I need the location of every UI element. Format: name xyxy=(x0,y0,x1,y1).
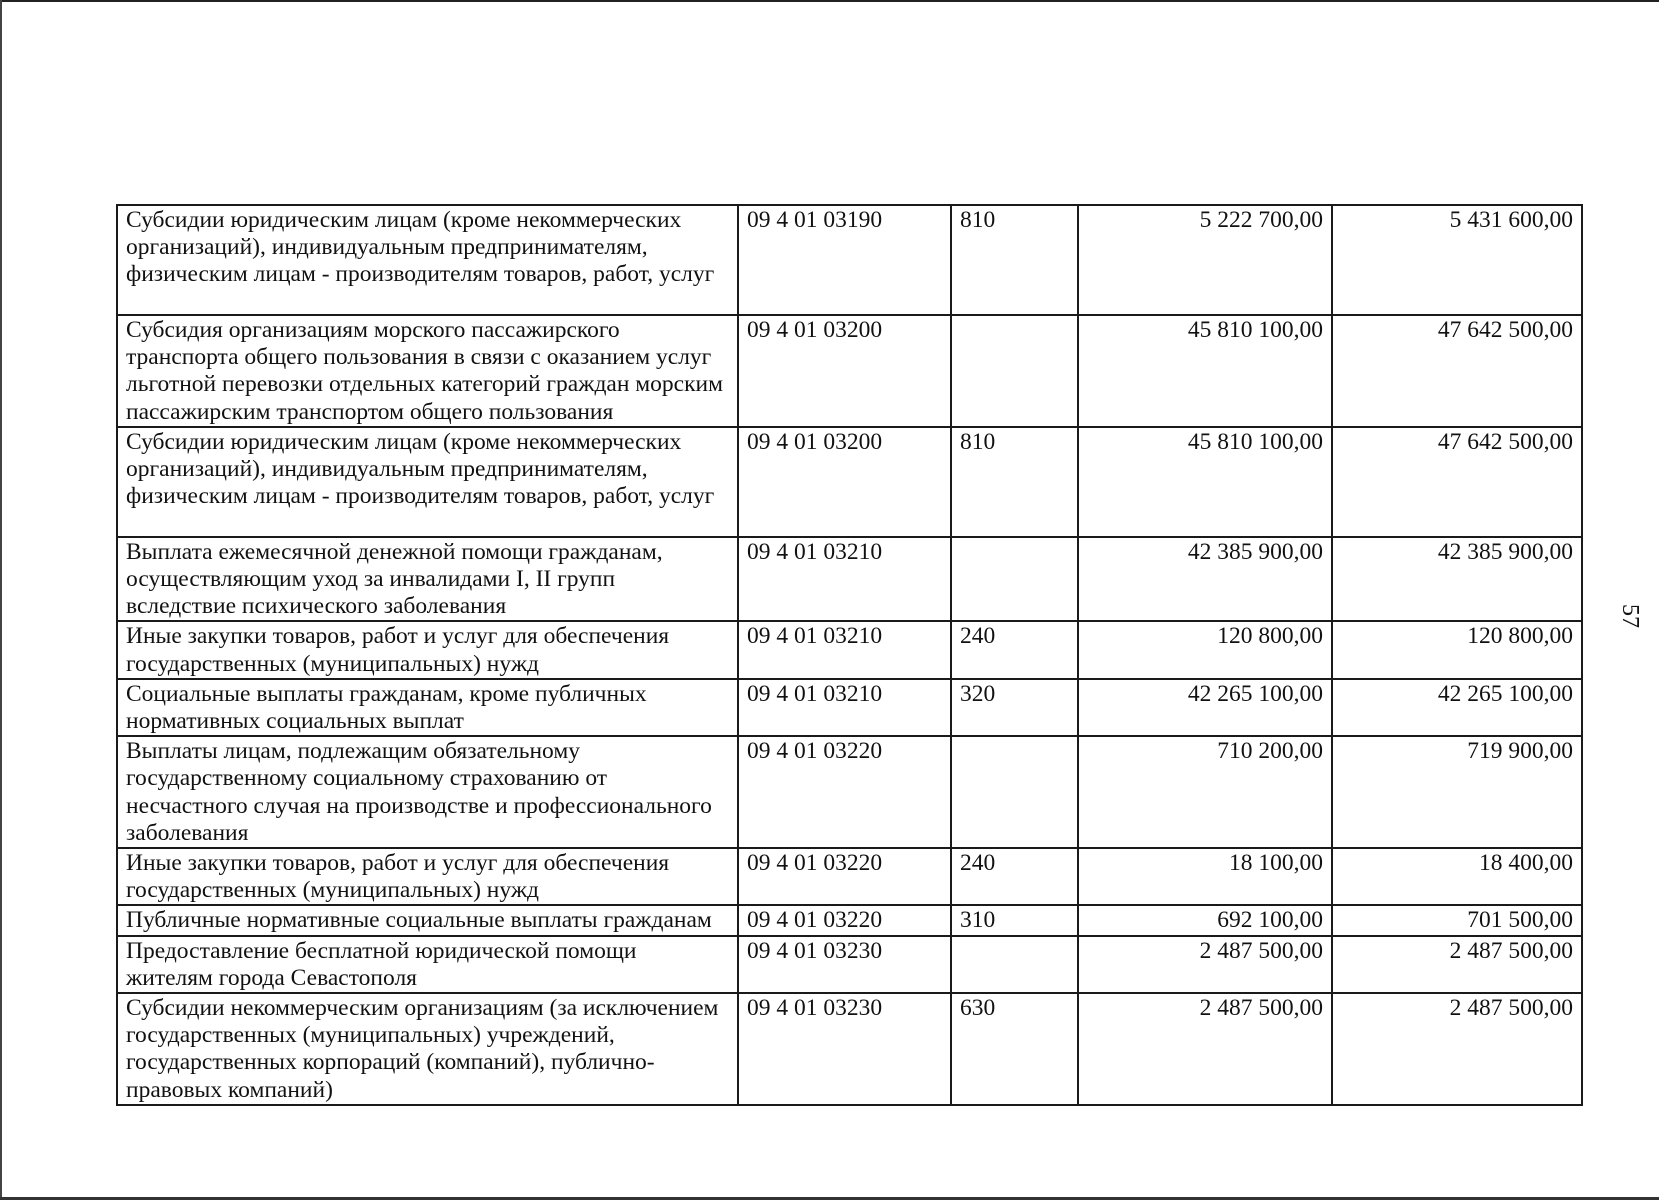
row-year1-amount: 692 100,00 xyxy=(1078,905,1332,935)
table-row xyxy=(117,205,1582,315)
row-csr-cell: 09 4 01 03210 xyxy=(738,679,951,736)
row-csr-cell: 09 4 01 03220 xyxy=(738,736,951,848)
page-number: 57 xyxy=(1617,604,1643,628)
row-year1-amount: 42 385 900,00 xyxy=(1078,537,1332,622)
row-vr-cell: 810 xyxy=(951,205,1078,315)
row-vr-cell: 240 xyxy=(951,621,1078,678)
row-year2-amount: 18 400,00 xyxy=(1332,848,1582,905)
row-year2-amount: 719 900,00 xyxy=(1332,736,1582,848)
table-row xyxy=(117,679,1582,736)
row-year2-amount: 5 431 600,00 xyxy=(1332,205,1582,315)
row-name-cell: Выплата ежемесячной денежной помощи гражданам, осуществляющим уход за инвалидами I, II групп вследствие психического заболевания xyxy=(117,537,738,622)
row-year2-amount: 42 265 100,00 xyxy=(1332,679,1582,736)
row-name-cell: Выплаты лицам, подлежащим обязательному государственному социальному страхованию от несчастного случая на производстве и профессионального заболевания xyxy=(117,736,738,848)
row-csr-cell: 09 4 01 03200 xyxy=(738,427,951,537)
scan-edge-left xyxy=(0,0,2,1200)
row-csr-cell: 09 4 01 03190 xyxy=(738,205,951,315)
scan-edge-top xyxy=(0,0,1659,2)
table-row xyxy=(117,736,1582,848)
row-name-cell: Субсидии некоммерческим организациям (за исключением государственных (муниципальных) учреждений, государственных корпораций (компаний), публично-правовых компаний) xyxy=(117,993,738,1105)
row-name-cell: Субсидии юридическим лицам (кроме некоммерческих организаций), индивидуальным предпринимателям, физическим лицам - производителям товаров, работ, услуг xyxy=(117,427,738,537)
row-year1-amount: 5 222 700,00 xyxy=(1078,205,1332,315)
row-year2-amount: 42 385 900,00 xyxy=(1332,537,1582,622)
row-name-cell: Субсидии юридическим лицам (кроме некоммерческих организаций), индивидуальным предпринимателям, физическим лицам - производителям товаров, работ, услуг xyxy=(117,205,738,315)
table-row xyxy=(117,427,1582,537)
row-vr-cell xyxy=(951,936,1078,993)
row-vr-cell xyxy=(951,736,1078,848)
budget-table xyxy=(116,204,1583,1106)
row-year1-amount: 710 200,00 xyxy=(1078,736,1332,848)
row-vr-cell: 810 xyxy=(951,427,1078,537)
row-csr-cell: 09 4 01 03230 xyxy=(738,993,951,1105)
row-year2-amount: 47 642 500,00 xyxy=(1332,315,1582,427)
row-year2-amount: 701 500,00 xyxy=(1332,905,1582,935)
row-csr-cell: 09 4 01 03210 xyxy=(738,621,951,678)
row-year1-amount: 42 265 100,00 xyxy=(1078,679,1332,736)
table-row xyxy=(117,315,1582,427)
row-csr-cell: 09 4 01 03230 xyxy=(738,936,951,993)
row-name-cell: Предоставление бесплатной юридической помощи жителям города Севастополя xyxy=(117,936,738,993)
row-name-cell: Публичные нормативные социальные выплаты гражданам xyxy=(117,905,738,935)
table-row xyxy=(117,936,1582,993)
row-name-cell: Иные закупки товаров, работ и услуг для обеспечения государственных (муниципальных) нужд xyxy=(117,621,738,678)
row-vr-cell: 630 xyxy=(951,993,1078,1105)
row-year1-amount: 45 810 100,00 xyxy=(1078,427,1332,537)
row-vr-cell: 310 xyxy=(951,905,1078,935)
row-csr-cell: 09 4 01 03210 xyxy=(738,537,951,622)
row-year1-amount: 2 487 500,00 xyxy=(1078,993,1332,1105)
row-year1-amount: 18 100,00 xyxy=(1078,848,1332,905)
row-year2-amount: 120 800,00 xyxy=(1332,621,1582,678)
row-year2-amount: 2 487 500,00 xyxy=(1332,993,1582,1105)
row-name-cell: Социальные выплаты гражданам, кроме публичных нормативных социальных выплат xyxy=(117,679,738,736)
row-csr-cell: 09 4 01 03200 xyxy=(738,315,951,427)
table-row xyxy=(117,905,1582,935)
row-year2-amount: 47 642 500,00 xyxy=(1332,427,1582,537)
row-vr-cell: 320 xyxy=(951,679,1078,736)
row-year2-amount: 2 487 500,00 xyxy=(1332,936,1582,993)
row-vr-cell xyxy=(951,537,1078,622)
row-csr-cell: 09 4 01 03220 xyxy=(738,848,951,905)
row-csr-cell: 09 4 01 03220 xyxy=(738,905,951,935)
row-vr-cell: 240 xyxy=(951,848,1078,905)
row-year1-amount: 120 800,00 xyxy=(1078,621,1332,678)
row-year1-amount: 2 487 500,00 xyxy=(1078,936,1332,993)
row-year1-amount: 45 810 100,00 xyxy=(1078,315,1332,427)
row-vr-cell xyxy=(951,315,1078,427)
row-name-cell: Иные закупки товаров, работ и услуг для обеспечения государственных (муниципальных) нужд xyxy=(117,848,738,905)
table-row xyxy=(117,848,1582,905)
table-row xyxy=(117,993,1582,1105)
row-name-cell: Субсидия организациям морского пассажирского транспорта общего пользования в связи с оказанием услуг льготной перевозки отдельных категорий граждан морским пассажирским транспортом общего пользования xyxy=(117,315,738,427)
table-row xyxy=(117,621,1582,678)
table-row xyxy=(117,537,1582,622)
